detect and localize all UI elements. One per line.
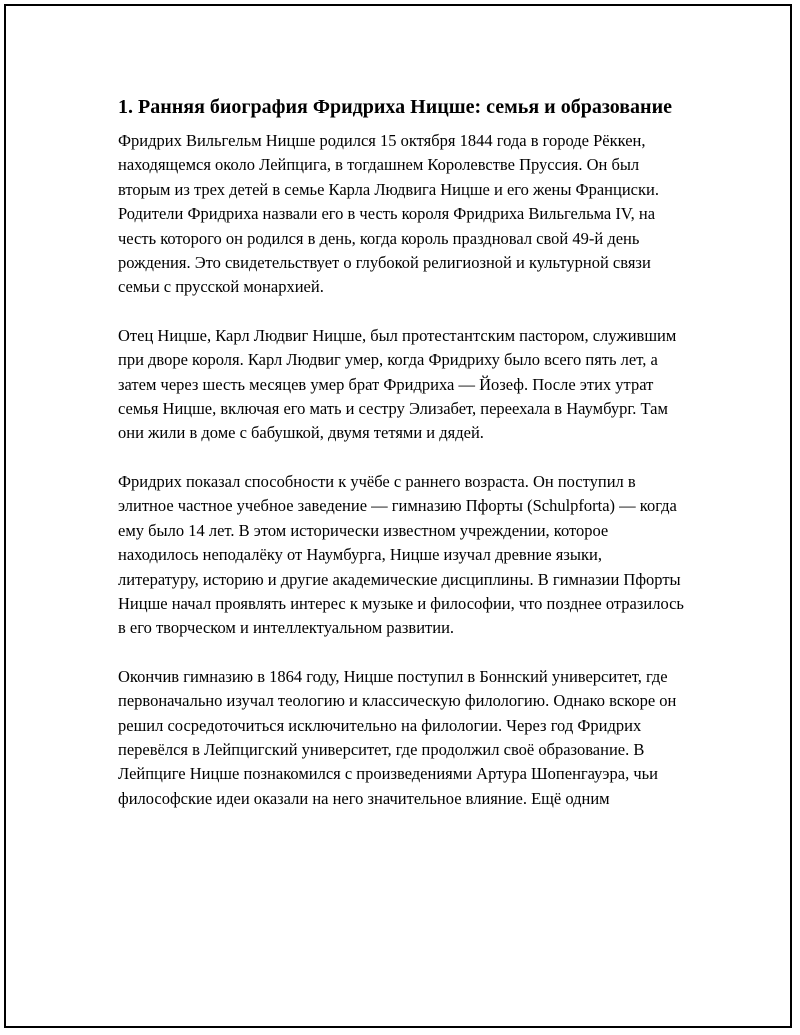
paragraph-school: Фридрих показал способности к учёбе с раннего возраста. Он поступил в элитное частное учебное заведение — гимназию Пфорты (Schulpforta) — когда ему было 14 лет. В этом исторически известном учреждении, которое находилось неподалёку от Наумбурга, Ницше изучал древние языки, литературу, историю и другие академические дисциплины. В гимназии Пфорты Ницше начал проявлять интерес к музыке и философии, что позднее отразилось в его творческом и интеллектуальном развитии. [118, 471, 684, 638]
document-body [118, 94, 686, 835]
paragraph-father: Отец Ницше, Карл Людвиг Ницше, был протестантским пастором, служившим при дворе короля. Карл Людвиг умер, когда Фридриху было всего пять лет, а затем через шесть месяцев умер брат Фридриха — Йозеф. После этих утрат семья Ницше, включая его мать и сестру Элизабет, переехала в Наумбург. Там они жили в доме с бабушкой, двумя тетями и дядей. [118, 325, 677, 443]
section-title: 1. Ранняя биография Фридриха Ницше: семья и образование [118, 96, 672, 118]
paragraph-birth: Фридрих Вильгельм Ницше родился 15 октября 1844 года в городе Рёккен, находящемся около Лейпцига, в тогдашнем Королевстве Пруссия. Он был вторым из трех детей в семье Карла Людвига Ницше и его жены Франциски. Родители Фридриха назвали его в честь короля Фридриха Вильгельма IV, на честь которого он родился в день, когда король праздновал свой 49-й день рождения. Это свидетельствует о глубокой религиозной и культурной связи семьи с прусской монархией. [118, 131, 659, 297]
paragraph-university: Окончив гимназию в 1864 году, Ницше поступил в Боннский университет, где первоначально изучал теологию и классическую филологию. Однако вскоре он решил сосредоточиться исключительно на филологии. Через год Фридрих перевёлся в Лейпцигский университет, где продолжил своё образование. В Лейпциге Ницше познакомился с произведениями Артура Шопенгауэра, чьи философские идеи оказали на него значительное влияние. Ещё одним [118, 666, 677, 808]
